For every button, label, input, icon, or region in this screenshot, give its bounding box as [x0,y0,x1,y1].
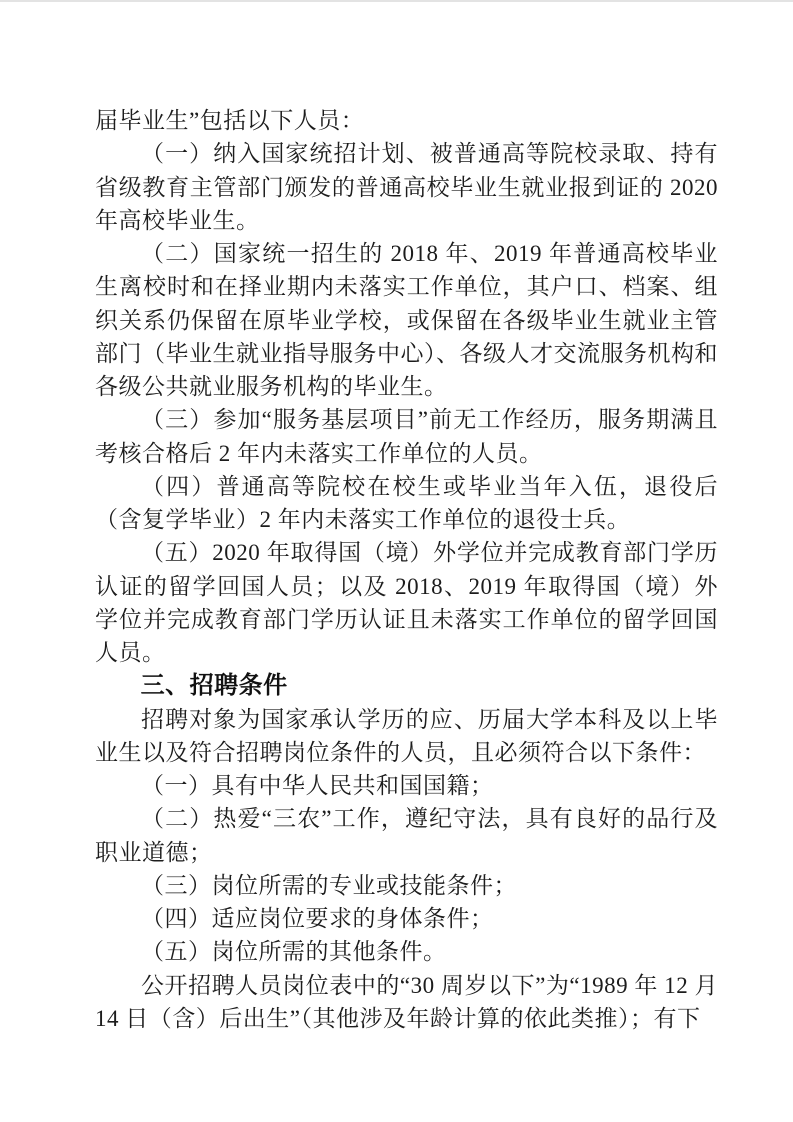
paragraph-condition-item-4: （四）适应岗位要求的身体条件； [141,906,494,931]
paragraph-eligible-item-2: （二）国家统一招生的 2018 年、2019 年普通高校毕业生离校时和在择业期内未落实工作单位，其户口、档案、组织关系仍保留在原毕业学校，或保留在各级毕业生就业主管部门（毕业生就业指导服务中心）、各级人才交流服务机构和各级公共就业服务机构的毕业生。 [95,241,718,399]
section-heading-recruitment-conditions: 三、招聘条件 [140,672,288,700]
paragraph-condition-item-3: （三）岗位所需的专业或技能条件； [141,872,517,898]
document-body [95,104,718,1035]
paragraph-eligible-item-4: （四）普通高等院校在校生或毕业当年入伍，退役后（含复学毕业）2 年内未落实工作单位的退役士兵。 [95,473,718,532]
paragraph-condition-item-5: （五）岗位所需的其他条件。 [141,939,447,965]
paragraph-eligible-item-5: （五）2020 年取得国（境）外学位并完成教育部门学历认证的留学回国人员；以及 2018、2019 年取得国（境）外学位并完成教育部门学历认证且未落实工作单位的留学回国人员。 [95,540,718,665]
paragraph-eligible-item-3: （三）参加“服务基层项目”前无工作经历，服务期满且考核合格后 2 年内未落实工作单位的人员。 [95,407,718,466]
paragraph-condition-item-2: （二）热爱“三农”工作，遵纪守法，具有良好的品行及职业道德； [95,806,718,865]
scan-edge-line [0,0,793,2]
paragraph-eligible-item-1: （一）纳入国家统招计划、被普通高等院校录取、持有省级教育主管部门颁发的普通高校毕业生就业报到证的 2020 年高校毕业生。 [95,141,718,233]
paragraph-age-rule: 公开招聘人员岗位表中的“30 周岁以下”为“1989 年 12 月 14 日（含）后出生”（其他涉及年龄计算的依此类推）；有下 [95,972,718,1031]
paragraph-continuation: 届毕业生”包括以下人员： [95,108,365,133]
paragraph-conditions-intro: 招聘对象为国家承认学历的应、历届大学本科及以上毕业生以及符合招聘岗位条件的人员，且必须符合以下条件： [95,706,718,765]
paragraph-condition-item-1: （一）具有中华人民共和国国籍； [141,773,494,798]
